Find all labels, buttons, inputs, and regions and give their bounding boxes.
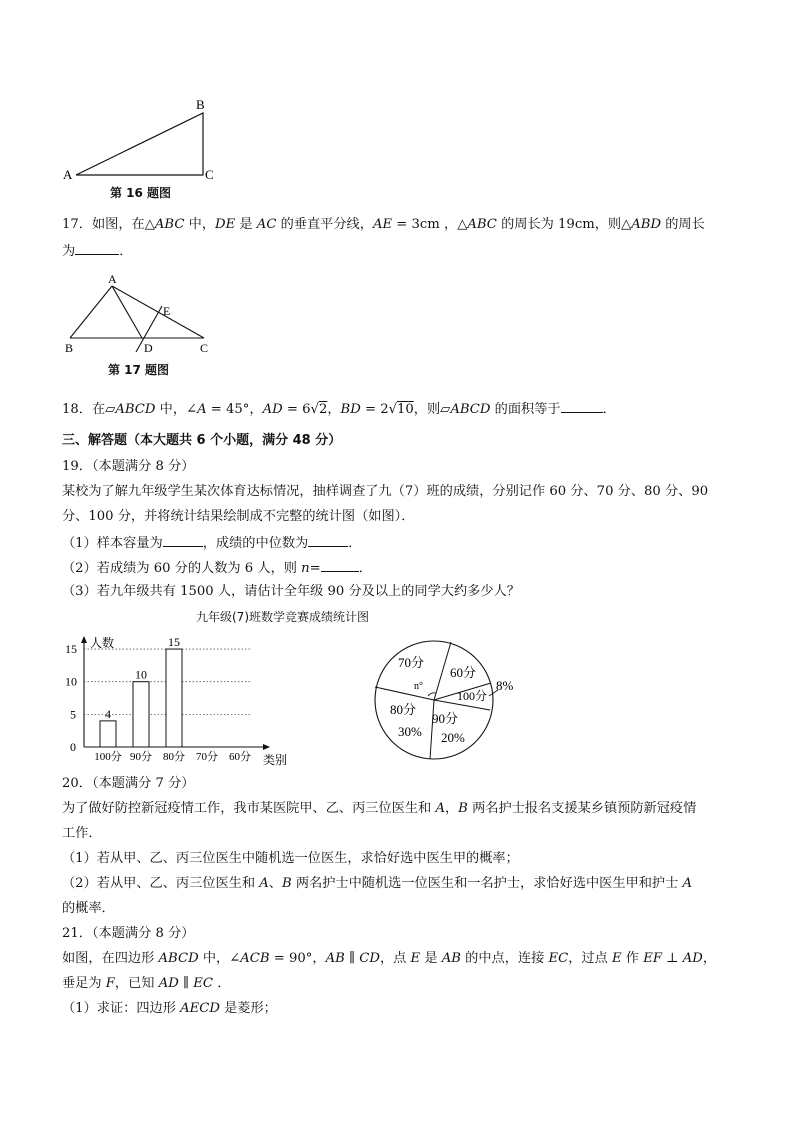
slice-label-70: 70分	[398, 655, 425, 670]
bar	[100, 721, 116, 747]
q19-para1: 某校为了解九年级学生某次体育达标情况，抽样调查了九（7）班的成绩，分别记作 60 分、70 分、80 分、90	[62, 484, 709, 499]
y-axis-arrow	[81, 636, 87, 643]
label-d: D	[144, 341, 153, 355]
y-tick-label: 0	[70, 740, 76, 754]
q19-para2: 分、100 分，并将统计结果绘制成不完整的统计图（如图）．	[62, 509, 415, 524]
q20-sub2-cont: 的概率．	[62, 901, 115, 916]
slice-divider	[434, 642, 451, 700]
answer-blank[interactable]	[75, 242, 119, 255]
chart-title: 九年级(7)班数学竞赛成绩统计图	[196, 610, 369, 624]
slice-pct-100: 8%	[496, 678, 514, 693]
q20-head: 20．（本题满分 7 分）	[62, 776, 195, 791]
q19-sub3: （3）若九年级共有 1500 人，请估计全年级 90 分及以上的同学大约多少人？	[62, 584, 520, 599]
q17-line1: 17．如图，在△ABC 中，DE 是 AC 的垂直平分线，AE = 3cm ，△ABC 的周长为 19cm，则△ABD 的周长	[62, 217, 705, 232]
y-tick-label: 10	[65, 674, 77, 689]
bar-value-label: 15	[168, 635, 180, 650]
y-axis-label: 人数	[90, 636, 115, 650]
slice-label-60: 60分	[450, 665, 477, 680]
figure-17	[62, 270, 222, 358]
x-tick-label: 80分	[163, 751, 185, 763]
label-e: E	[163, 304, 171, 318]
fig17-caption: 第 17 题图	[108, 363, 170, 377]
label-a: A	[63, 167, 73, 182]
y-tick-label: 15	[65, 642, 77, 657]
bar-chart	[60, 630, 300, 770]
answer-blank[interactable]	[561, 400, 603, 413]
x-tick-label: 60分	[229, 751, 251, 763]
slice-divider	[430, 700, 434, 759]
q20-sub1: （1）若从甲、乙、丙三位医生中随机选一位医生，求恰好选中医生甲的概率；	[62, 851, 519, 866]
answer-blank[interactable]	[308, 534, 348, 547]
label-b: B	[65, 341, 74, 355]
bar	[133, 682, 149, 747]
bar-value-label: 4	[105, 706, 111, 721]
section-heading: 三、解答题（本大题共 6 个小题，满分 48 分）	[62, 433, 342, 448]
q21-para1: 如图，在四边形 ABCD 中，∠ACB = 90°，AB ∥ CD，点 E 是 AB 的中点，连接 EC，过点 E 作 EF ⊥ AD，	[62, 951, 717, 966]
triangle-abc	[76, 113, 203, 175]
q21-sub1: （1）求证：四边形 AECD 是菱形；	[62, 1001, 277, 1016]
q21-head: 21．（本题满分 8 分）	[62, 926, 195, 941]
q21-para2: 垂足为 F，已知 AD ∥ EC ．	[62, 976, 231, 991]
bar-value-label: 10	[135, 667, 147, 682]
q19-sub1: （1）样本容量为 ，成绩的中位数为 ．	[62, 536, 362, 551]
angle-label: n°	[414, 681, 423, 692]
x-axis-label: 类别	[263, 753, 288, 767]
label-c: C	[205, 167, 214, 182]
slice-pct-80: 30%	[398, 724, 422, 739]
x-tick-label: 100分	[94, 751, 122, 763]
label-c: C	[200, 341, 209, 355]
slice-pct-90: 20%	[441, 730, 465, 745]
pie-chart	[370, 638, 530, 768]
answer-blank[interactable]	[163, 534, 203, 547]
fig16-caption: 第 16 题图	[110, 186, 172, 200]
q19-sub2: （2）若成绩为 60 分的人数为 6 人，则 n= ．	[62, 561, 372, 576]
q18-line: 18．在▱ABCD 中，∠A = 45°，AD = 6√2，BD = 2√10，则▱ABCD 的面积等于 ．	[62, 402, 616, 417]
answer-blank[interactable]	[321, 559, 359, 572]
q20-sub2: （2）若从甲、乙、丙三位医生和 A、B 两名护士中随机选一位医生和一名护士，求恰好选中医生甲和护士 A	[62, 876, 692, 891]
q20-para1: 为了做好防控新冠疫情工作，我市某医院甲、乙、丙三位医生和 A，B 两名护士报名支援某乡镇预防新冠疫情	[62, 801, 697, 816]
x-axis-arrow	[263, 744, 270, 750]
x-tick-label: 90分	[130, 751, 152, 763]
label-a: A	[108, 272, 117, 286]
label-b: B	[196, 97, 205, 112]
q19-head: 19．（本题满分 8 分）	[62, 459, 195, 474]
slice-divider	[375, 687, 434, 700]
bar	[166, 649, 182, 747]
y-tick-label: 5	[70, 707, 76, 722]
slice-label-80: 80分	[390, 702, 417, 717]
slice-label-100: 100分	[457, 689, 488, 703]
slice-label-90: 90分	[432, 711, 459, 726]
x-tick-label: 70分	[196, 751, 218, 763]
q17-line2: 为 ．	[62, 244, 133, 259]
q20-para2: 工作．	[62, 826, 102, 841]
